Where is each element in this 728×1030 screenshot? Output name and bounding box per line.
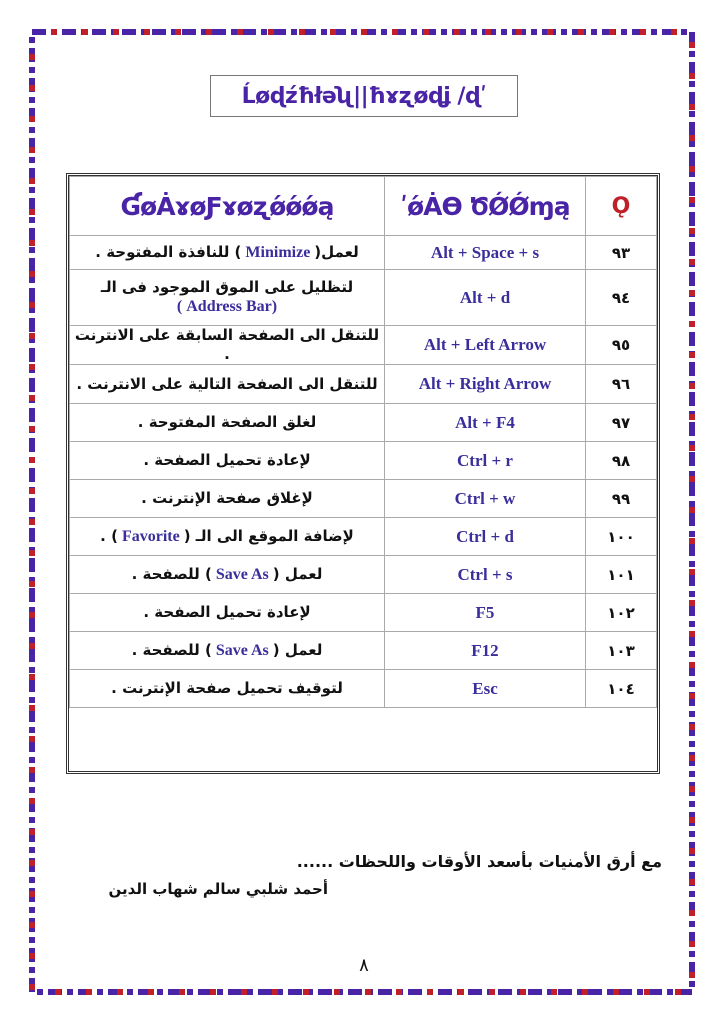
table-row xyxy=(70,404,657,442)
header-number: Ǫ xyxy=(586,177,657,236)
table-row xyxy=(70,556,657,594)
row-description: للتنقل الى الصفحة التالية على الانترنت . xyxy=(70,365,385,404)
header-shortcut: ǿȦƟ ԾǾǾɱąʹ xyxy=(385,177,586,236)
table-row xyxy=(70,594,657,632)
row-shortcut: Ctrl + s xyxy=(385,556,586,594)
row-number: ٩٤ xyxy=(586,270,657,326)
table-row xyxy=(70,518,657,556)
table-row xyxy=(70,670,657,708)
row-description: للتنقل الى الصفحة السابقة على الانترنت . xyxy=(70,326,385,365)
row-description: لتظليل على الموق الموجود فى الـ (Address Bar ) xyxy=(70,270,385,326)
row-description: لعمل ( Save As ) للصفحة . xyxy=(70,632,385,670)
row-shortcut: F12 xyxy=(385,632,586,670)
page-title-box xyxy=(210,75,518,117)
row-shortcut: Ctrl + r xyxy=(385,442,586,480)
author-name: أحمد شلبي سالم شهاب الدين xyxy=(108,880,328,898)
row-description: لإغلاق صفحة الإنترنت . xyxy=(70,480,385,518)
row-shortcut: Alt + F4 xyxy=(385,404,586,442)
shortcuts-table xyxy=(66,173,660,774)
closing-wish: مع أرق الأمنيات بأسعد الأوقات واللحظات ...... xyxy=(296,852,662,871)
row-description: لعمل( Minimize ) للنافذة المفتوحة . xyxy=(70,236,385,270)
row-shortcut: Ctrl + w xyxy=(385,480,586,518)
page-title: Ĺøɖźħłəʯ||ħɤʐøɖʝ /ɖʹ xyxy=(241,83,487,109)
row-shortcut: Esc xyxy=(385,670,586,708)
row-description: لتوقيف تحميل صفحة الإنترنت . xyxy=(70,670,385,708)
row-number: ٩٩ xyxy=(586,480,657,518)
table-row xyxy=(70,480,657,518)
table-row xyxy=(70,326,657,365)
row-shortcut: Alt + Right Arrow xyxy=(385,365,586,404)
row-number: ٩٨ xyxy=(586,442,657,480)
row-number: ١٠١ xyxy=(586,556,657,594)
row-shortcut: Alt + Space + s xyxy=(385,236,586,270)
table-header-row xyxy=(70,177,657,236)
table-row xyxy=(70,632,657,670)
row-number: ٩٧ xyxy=(586,404,657,442)
table-row xyxy=(70,270,657,326)
table-row xyxy=(70,442,657,480)
row-description: لإعادة تحميل الصفحة . xyxy=(70,594,385,632)
page-number: ٨ xyxy=(359,955,369,976)
row-number: ١٠٣ xyxy=(586,632,657,670)
row-shortcut: Alt + Left Arrow xyxy=(385,326,586,365)
row-description: لعمل ( Save As ) للصفحة . xyxy=(70,556,385,594)
header-description: ƓøȦɤøƑɤøʐǿǿǿą xyxy=(70,177,385,236)
row-shortcut: F5 xyxy=(385,594,586,632)
row-number: ٩٦ xyxy=(586,365,657,404)
row-number: ٩٥ xyxy=(586,326,657,365)
row-description: لإضافة الموقع الى الـ ( Favorite ) . xyxy=(70,518,385,556)
row-number: ١٠٠ xyxy=(586,518,657,556)
row-description: لغلق الصفحة المفتوحة . xyxy=(70,404,385,442)
row-shortcut: Alt + d xyxy=(385,270,586,326)
row-number: ١٠٤ xyxy=(586,670,657,708)
table-row xyxy=(70,236,657,270)
row-number: ١٠٢ xyxy=(586,594,657,632)
row-description: لإعادة تحميل الصفحة . xyxy=(70,442,385,480)
row-shortcut: Ctrl + d xyxy=(385,518,586,556)
table-row xyxy=(70,365,657,404)
row-number: ٩٣ xyxy=(586,236,657,270)
